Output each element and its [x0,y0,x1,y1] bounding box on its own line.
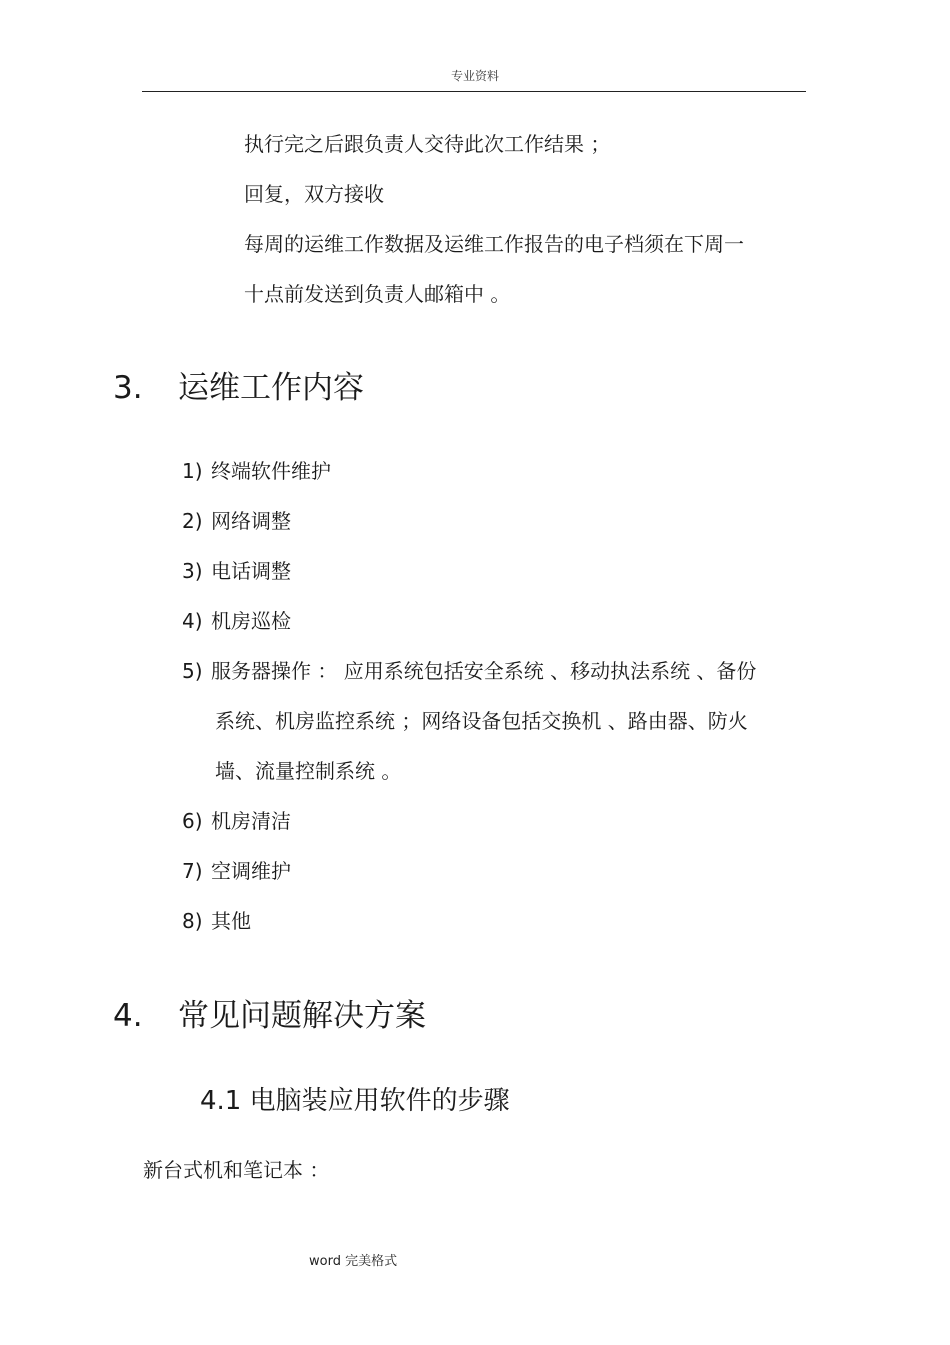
list-item [182,458,331,484]
list-text: 电话调整 [211,559,291,583]
list-number: 7) [182,859,203,883]
intro-line: 执行完之后跟负责人交待此次工作结果 ； [244,132,611,156]
list-number: 5) [182,659,203,683]
page-footer: word 完美格式 [309,1254,398,1269]
intro-line: 十点前发送到负责人邮箱中 。 [244,282,511,306]
list-text: 机房清洁 [211,809,291,833]
list-text: 机房巡检 [211,609,291,633]
intro-line: 每周的运维工作数据及运维工作报告的电子档须在下周一 [244,232,744,256]
list-number: 2) [182,509,203,533]
list-text: 服务器操作 ： 应用系统包括安全系统 、移动执法系统 、备份 [211,659,757,683]
list-item [182,908,251,934]
list-continuation: 墙、流量控制系统 。 [215,759,402,783]
list-continuation: 系统、机房监控系统 ；网络设备包括交换机 、路由器、防火 [215,709,748,733]
list-number: 1) [182,459,203,483]
list-number: 4) [182,609,203,633]
list-item [182,808,291,834]
subsection-heading: 4.1 电脑装应用软件的步骤 [200,1086,510,1116]
list-number: 6) [182,809,203,833]
body-paragraph: 新台式机和笔记本 ： [143,1158,330,1182]
section-title: 运维工作内容 [178,370,364,406]
section-title: 常见问题解决方案 [178,998,426,1034]
list-text: 空调维护 [211,859,291,883]
list-number: 3) [182,559,203,583]
list-text: 终端软件维护 [211,459,331,483]
intro-line: 回复，双方接收 [244,182,384,206]
section-3-heading [113,368,513,408]
list-item [182,858,291,884]
section-number: 3. [113,370,143,406]
page-header: 专业资料 [450,69,499,83]
list-text: 其他 [211,909,251,933]
list-item [182,658,756,684]
list-item [182,508,291,534]
list-item [182,608,291,634]
section-4-heading [113,996,533,1036]
list-item [182,558,291,584]
list-number: 8) [182,909,203,933]
header-divider [142,91,806,92]
section-number: 4. [113,998,143,1034]
list-text: 网络调整 [211,509,291,533]
